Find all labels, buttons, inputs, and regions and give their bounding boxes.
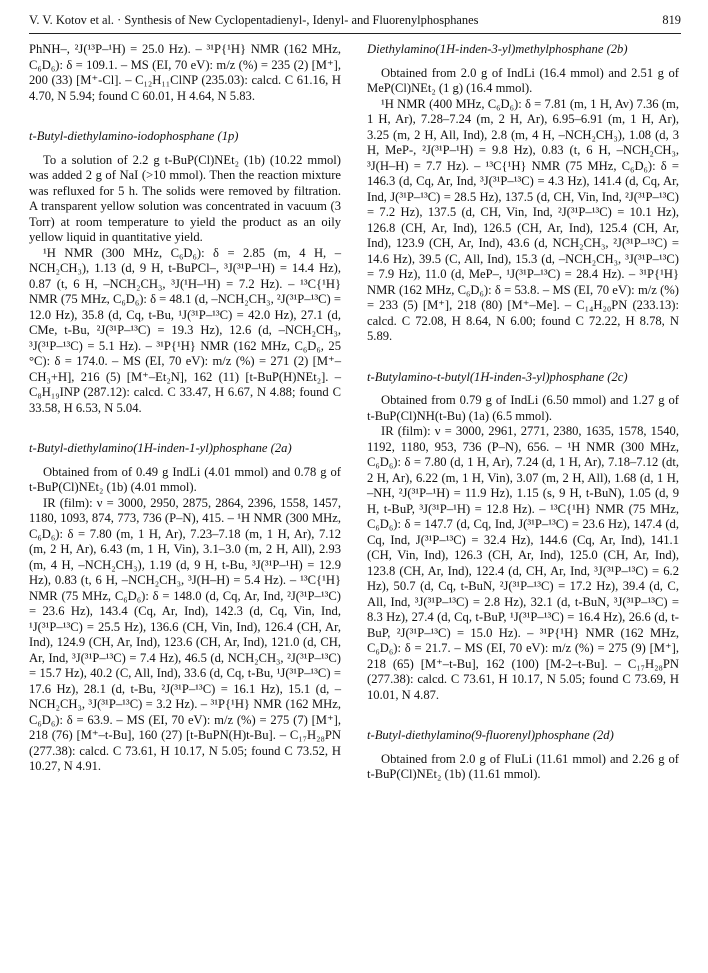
heading-2c: t-Butylamino-t-butyl(1H-inden-3-yl)phosphane (2c) [367,369,628,384]
heading-2d: t-Butyl-diethylamino(9-fluorenyl)phosphane (2d) [367,728,614,742]
running-title: V. V. Kotov et al. · Synthesis of New Cyclopentadienyl-, Idenyl- and Fluorenylphosphanes [29,13,479,27]
paragraph-2a-synthesis: Obtained from of 0.49 g IndLi (4.01 mmol) and 0.78 g of t-BuP(Cl)NEt₂ (1b) (4.01 mmol). [29,464,341,494]
paragraph-2b-data: ¹H NMR (400 MHz, C₆D₆): δ = 7.81 (m, 1 H, Av) 7.36 (m, 1 H, Ar), 7.28–7.24 (m, 2 H, Ar), 6.95–6.91 (m, 1 H, Ar), 3.25 (m, 2 H, All, Ind), 2.8 (m, 4 H, –NCH₂CH₃), 1.08 (d, 3 H, MeP-, ²J(³¹P–¹H) = 9.8 Hz), 0.83 (t, 6 H, –NCH₂CH₃, ³J(H–H) = 7.7 Hz). – ¹³C{¹H} NMR (75 MHz, C₆D₆): δ = 146.3 (d, Cq, Ar, Ind, ³J(³¹P–¹³C) = 4.3 Hz), 141.4 (d, Cq, Ar, Ind, J(³¹P–¹³C) = 28.5 Hz), 137.5 (d, CH, Vin, Ind, ²J(³¹P–¹³C) = 7.2 Hz), 137.5 (d, CH, Vin, Ind, ²J(³¹P–¹³C) = 10.1 Hz), 126.8 (CH, Ar, Ind), 126.5 (CH, Ar, Ind), 125.4 (CH, Ar, Ind), 123.9 (CH, Ar, Ind), 43.6 (d, NCH₂CH₃, ²J(³¹P–¹³C) = 14.6 Hz), 39.5 (C, All, Ind), 15.3 (d, –NCH₂CH₃, ³J(³¹P–¹³C) = 7.9 Hz), 11.0 (d, MeP–, ¹J(³¹P–¹³C) = 28.4 Hz). – ³¹P{¹H} NMR (162 MHz, C₆D₆): δ = 53.8. – MS (EI, 70 eV): m/z (%) = 233 (5) [M⁺], 218 (80) [M⁺–Me]. – C₁₄H₂₀PN (233.13): calcd. C 72.08, H 8.64, N 6.00; found C 72.22, H 8.78, N 5.89. [367,96,679,343]
heading-2b: Diethylamino(1H-inden-3-yl)methylphosphane (2b) [367,42,628,56]
paragraph-2d-synthesis: Obtained from 2.0 g of FluLi (11.61 mmol) and 2.26 g of t-BuP(Cl)NEt₂ (1b) (11.61 mmol). [367,751,679,781]
page-number: 819 [662,13,681,27]
paragraph-2c-data: IR (film): ν = 3000, 2961, 2771, 2380, 1635, 1578, 1540, 1192, 1180, 953, 736 (P–N), 656. – ¹H NMR (300 MHz, C₆D₆): δ = 7.80 (d, 1 H, Ar), 7.24 (d, 1 H, Ar), 7.18–7.12 (dt, 2 H, Ar), 6.22 (m, 1 H, Vin), 3.07 (m, 2 H, All), 1.68 (d, 1 H, –NH, ²J(³¹P–¹H) = 11.9 Hz), 1.15 (s, 9 H, t-BuN), 1.05 (d, 9 H, t-BuP, ³J(³¹P–¹H) = 12.8 Hz). – ¹³C{¹H} NMR (75 MHz, C₆D₆): δ = 147.7 (d, Cq, Ind, J(³¹P–¹³C) = 23.6 Hz), 147.4 (d, Cq, Ind, J(³¹P–¹³C) = 32.4 Hz), 144.6 (Cq, Ar, Ind), 141.1 (CH, Vin, Ind), 126.3 (CH, Ar, Ind), 125.0 (CH, Ar, Ind), 123.8 (CH, Ar, Ind), 122.4 (d, CH, Ar, Ind, ³J(³¹P–¹³C) = 6.2 Hz), 50.7 (d, Cq, t-BuN, ²J(³¹P–¹³C) = 17.2 Hz), 39.4 (d, C, All, Ind, ³J(³¹P–¹³C) = 2.8 Hz), 32.1 (d, t-BuN, ³J(³¹P–¹³C) = 8.3 Hz), 27.4 (d, Cq, t-BuP, ¹J(³¹P–¹³C) = 16.4 Hz), 26.6 (d, t-BuP, ²J(³¹P–¹³C) = 15.0 Hz). – ³¹P{¹H} NMR (162 MHz, C₆D₆): δ = 21.7. – MS (EI, 70 eV): m/z (%) = 275 (9) [M⁺], 218 (65) [M⁺–t-Bu], 162 (100) [M-2–t-Bu]. – C₁₇H₂₈PN (277.38): calcd. C 73.61, H 10.17, N 5.05; found C 73.69, H 10.01, N 4.87. [367,424,679,702]
paragraph-2a-data: IR (film): ν = 3000, 2950, 2875, 2864, 2396, 1558, 1457, 1180, 1093, 874, 773, 736 (P–N), 415. – ¹H NMR (300 MHz, C₆D₆): δ = 7.80 (m, 1 H, Ar), 7.23–7.18 (m, 1 H, Ar), 7.12 (m, 2 H, Ar), 6.43 (m, 1 H, Vin), 3.1–3.0 (m, 2 H, All), 2.93 (m, 4 H, –NCH₂CH₃), 1.19 (d, 9 H, t-Bu, ³J(³¹P–¹H) = 12.9 Hz), 0.83 (t, 6 H, –NCH₂CH₃, ³J(H–H) = 5.4 Hz). – ¹³C{¹H} NMR (75 MHz, C₆D₆): δ = 148.0 (d, Cq, Ar, Ind, ²J(³¹P–¹³C) = 23.6 Hz), 143.4 (Cq, Ar, Ind), 142.3 (d, Cq, Vin, Ind, ¹J(³¹P–¹³C) = 25.5 Hz), 136.6 (CH, Vin, Ind), 126.4 (CH, Ar, Ind), 124.9 (CH, Ar, Ind), 123.6 (CH, Ar, Ind), 121.0 (d, CH, Ar, Ind, ³J(³¹P–¹³C) = 7.4 Hz), 46.5 (d, NCH₂CH₃, ²J(³¹P–¹³C) = 15.7 Hz), 40.2 (C, All, Ind), 33.6 (d, Cq, t-Bu, ¹J(³¹P–¹³C) = 17.6 Hz), 28.1 (d, t-Bu, ²J(³¹P–¹³C) = 16.1 Hz), 15.1 (d, –NCH₂CH₃, ³J(³¹P–¹³C) = 3.2 Hz). – ³¹P{¹H} NMR (162 MHz, C₆D₆): δ = 63.9. – MS (EI, 70 eV): m/z (%) = 275 (7) [M⁺], 218 (76) [M⁺–t-Bu], 160 (27) [t-BuPN(H)t-Bu]. – C₁₇H₂₈PN (277.38): calcd. C 73.61, H 10.17, N 5.05; found C 73.52, H 10.27, N 4.91. [29,495,341,773]
heading-1p: t-Butyl-diethylamino-iodophosphane (1p) [29,129,239,143]
paragraph-2c-synthesis: Obtained from 0.79 g of IndLi (6.50 mmol) and 1.27 g of t-BuP(Cl)NH(t-Bu) (1a) (6.5 mmol). [367,393,679,423]
header-rule [29,33,681,34]
continuation-paragraph: PhNH–, ²J(¹³P–¹H) = 25.0 Hz). – ³¹P{¹H} NMR (162 MHz, C₆D₆): δ = 109.1. – MS (EI, 70 eV): m/z (%) = 235 (2) [M⁺], 200 (33) [M⁺-Cl]. – C₁₂H₁₁ClNP (235.03): calcd. C 61.16, H 4.70, N 5.94; found C 60.01, H 4.64, N 5.83. [29,42,341,103]
running-header [29,13,681,33]
paragraph-2b-synthesis: Obtained from 2.0 g of IndLi (16.4 mmol) and 2.51 g of MeP(Cl)NEt₂ (1 g) (16.4 mmol). [367,65,679,95]
paragraph-1p-synthesis: To a solution of 2.2 g t-BuP(Cl)NEt₂ (1b) (10.22 mmol) was added 2 g of NaI (>10 mmol). Then the reaction mixture was refluxed for 5 h. The solids were removed by filtration. A transparent yellow solution was concentrated in vacuum (3 Torr) at room temperature to yield the product as an oily yellow liquid in quantitative yield. [29,152,341,244]
left-column [29,42,341,775]
paragraph-1p-nmr: ¹H NMR (300 MHz, C₆D₆): δ = 2.85 (m, 4 H, –NCH₂CH₃), 1.13 (d, 9 H, t-BuPCl–, ³J(³¹P–¹H) = 14.4 Hz), 0.87 (t, 6 H, –NCH₂CH₃, ³J(¹H–¹H) = 7.2 Hz). – ¹³C{¹H} NMR (75 MHz, C₆D₆): δ = 48.1 (d, –NCH₂CH₃, ²J(³¹P–¹³C) = 12.0 Hz), 35.8 (d, Cq, t-Bu, ¹J(³¹P–¹³C) = 42.0 Hz), 27.1 (d, CMe, t-Bu, ²J(³¹P–¹³C) = 19.3 Hz), 12.6 (d, –NCH₂CH₃, ³J(³¹P–¹³C) = 5.1 Hz). – ³¹P{¹H} NMR (162 MHz, C₆D₆, 25 °C): δ = 174.0. – MS (EI, 70 eV): m/z (%) = 271 (2) [M⁺–CH₃+H], 216 (5) [M⁺–Et₂N], 162 (11) [t-BuP(H)NEt₂]. – C₈H₁₉INP (287.12): calcd. C 33.47, H 6.67, N 4.88; found C 33.58, H 6.53, N 5.04. [29,245,341,415]
heading-2a: t-Butyl-diethylamino(1H-inden-1-yl)phosphane (2a) [29,441,292,455]
right-column [367,42,679,783]
